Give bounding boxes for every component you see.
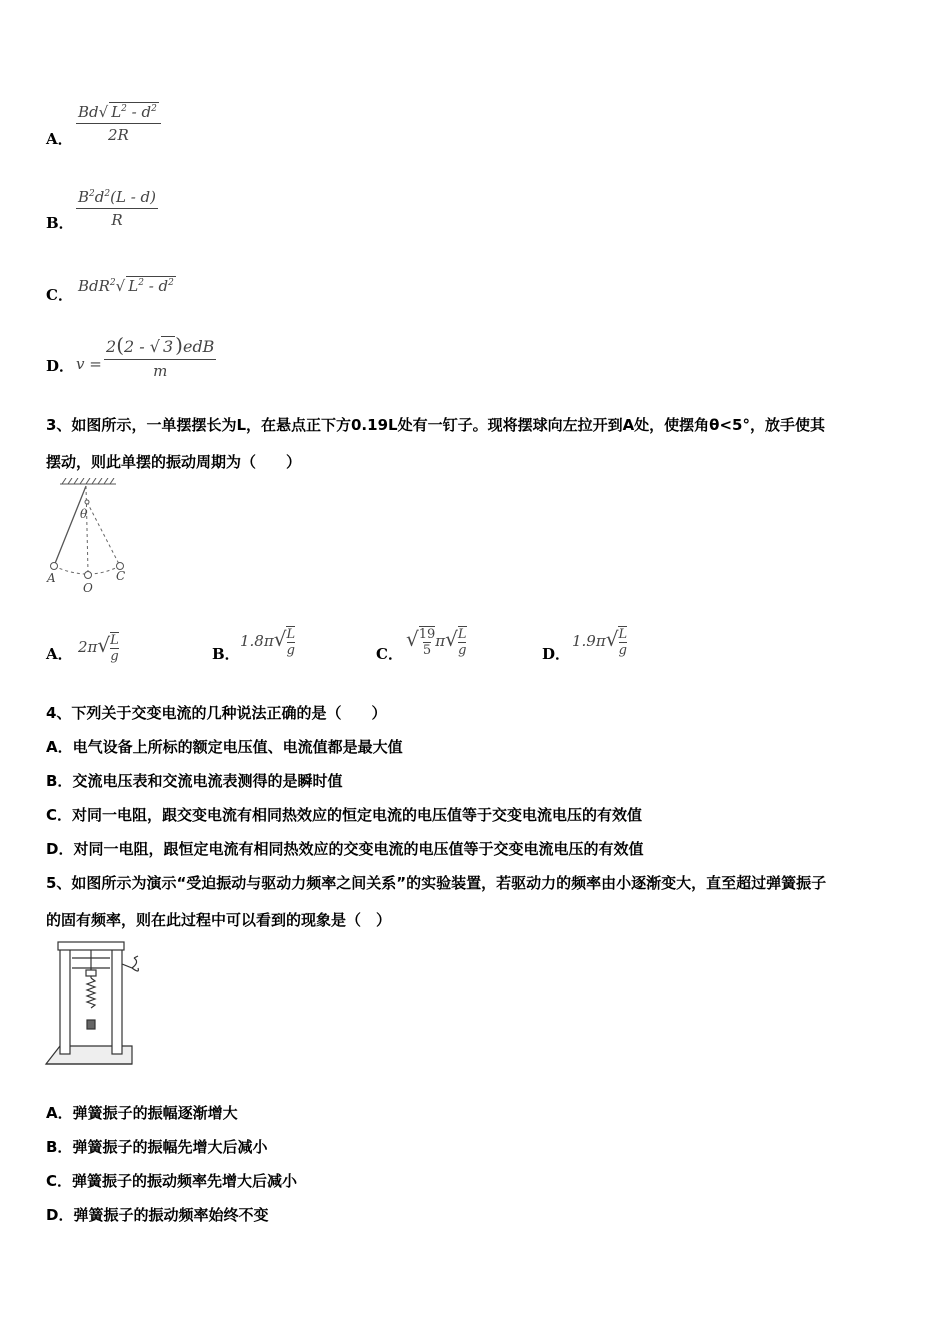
forced-vibration-apparatus-figure <box>44 938 144 1072</box>
apparatus-right-post <box>112 946 122 1054</box>
q2-option-c-label: C． <box>46 286 73 304</box>
q5-text-line2: 的固有频率，则在此过程中可以看到的现象是（ ） <box>46 911 392 929</box>
nail <box>85 500 89 504</box>
q2-option-a-label: A． <box>46 130 73 148</box>
apparatus-left-post <box>60 946 70 1054</box>
bob-o <box>85 572 92 579</box>
q3-option-b-label: B． <box>212 645 240 663</box>
q4-option-b: B．交流电压表和交流电流表测得的是瞬时值 <box>46 772 343 790</box>
q2-option-b-label: B． <box>46 214 74 232</box>
q2-option-c-formula: BdR$^2$√ $L^2 - d^2$ <box>78 277 174 295</box>
crank-shaft <box>122 964 132 968</box>
q3-option-b-formula: 1.8π√ $\frac{L}{g}$ <box>240 627 296 658</box>
vertical-dashed-line <box>86 486 88 572</box>
q4-option-d: D．对同一电阻，跟恒定电流有相同热效应的交变电流的电压值等于交变电流电压的有效值 <box>46 840 644 858</box>
q5-option-a: A．弹簧振子的振幅逐渐增大 <box>46 1104 238 1122</box>
q2-option-b-formula: $B^2d^2(L - d)$ R <box>78 188 156 229</box>
q4-text: 4、下列关于交变电流的几种说法正确的是（ ） <box>46 704 387 722</box>
q3-option-d-label: D． <box>542 645 571 663</box>
q3-option-d-formula: 1.9π√ $\frac{L}{g}$ <box>572 627 628 658</box>
q2-option-d-formula: 2(2 - √ 3 )edB m <box>106 333 215 380</box>
theta-label: θ <box>80 507 88 521</box>
ceiling-hatch <box>60 478 116 484</box>
q3-text-line2: 摆动，则此单摆的振动周期为（ ） <box>46 453 302 471</box>
crank-handle <box>132 958 138 971</box>
q3-option-a-formula: 2π√ $\frac{L}{g}$ <box>78 633 119 664</box>
q2-option-d-label: D． <box>46 357 75 375</box>
vibrator-weight <box>87 1020 95 1029</box>
q5-option-b: B．弹簧振子的振幅先增大后减小 <box>46 1138 268 1156</box>
spring <box>87 978 95 1008</box>
point-a-label: A <box>47 571 56 585</box>
q3-option-a-label: A． <box>46 645 73 663</box>
pendulum-string <box>54 486 86 566</box>
point-o-label: O <box>83 581 93 594</box>
point-c-label: C <box>116 569 126 583</box>
bob-a <box>51 563 58 570</box>
q3-text-line1: 3、如图所示，一单摆摆长为L，在悬点正下方0.19L处有一钉子。现将摆球向左拉开到A处，使摆角θ<5°，放手使其 <box>46 416 825 434</box>
q3-option-c-label: C． <box>376 645 403 663</box>
pendulum-figure <box>44 478 144 594</box>
q4-option-a: A．电气设备上所标的额定电压值、电流值都是最大值 <box>46 738 403 756</box>
q5-option-c: C．弹簧振子的振动频率先增大后减小 <box>46 1172 298 1190</box>
q5-text-line1: 5、如图所示为演示“受迫振动与驱动力频率之间关系”的实验装置，若驱动力的频率由小逐渐变大，直至超过弹簧振子 <box>46 874 827 892</box>
q5-option-d: D．弹簧振子的振动频率始终不变 <box>46 1206 269 1224</box>
q3-option-c-formula: √ $\frac{19}{5}$ π√ $\frac{L}{g}$ <box>406 627 467 658</box>
q4-option-c: C．对同一电阻，跟交变电流有相同热效应的恒定电流的电压值等于交变电流电压的有效值 <box>46 806 643 824</box>
apparatus-top-beam <box>58 942 124 950</box>
q2-option-d-lhs: v = <box>76 355 102 373</box>
q2-option-a-formula: Bd√ $L^2 - d^2$ 2R <box>76 102 161 144</box>
nail-to-c-dashed-line <box>87 502 120 566</box>
